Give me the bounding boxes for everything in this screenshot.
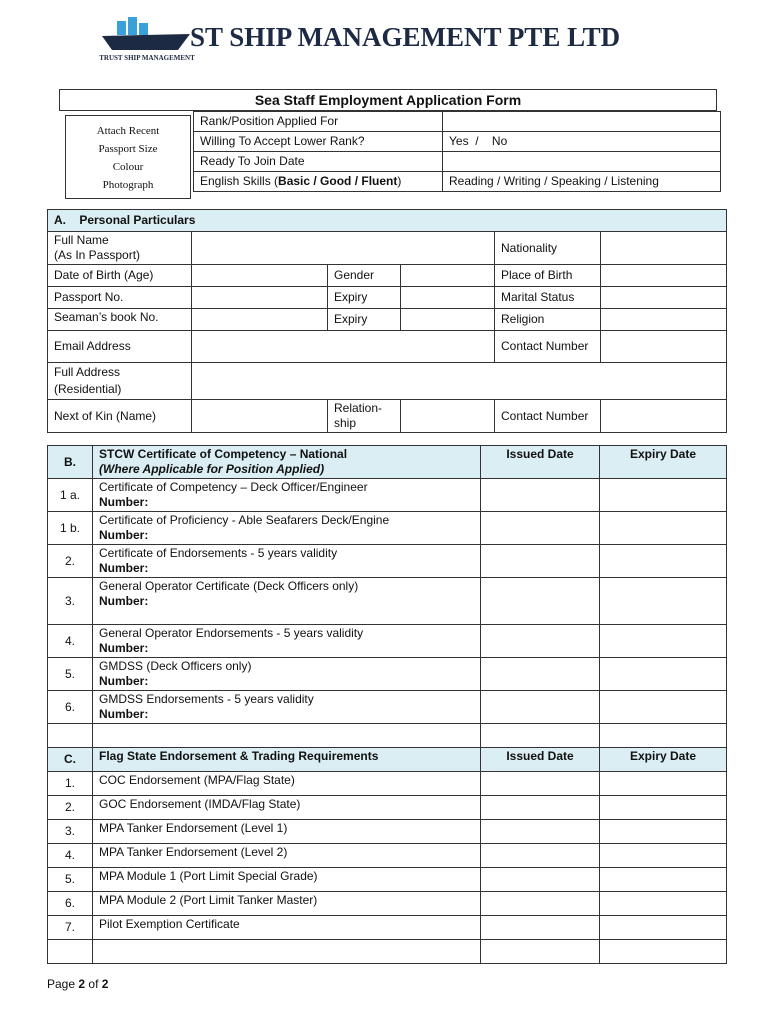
b-row-cert bbox=[93, 625, 481, 658]
c-blank-cert[interactable] bbox=[93, 940, 481, 964]
full-name-label bbox=[48, 232, 192, 265]
religion-field[interactable] bbox=[601, 309, 727, 331]
b-cert-name: Certificate of Proficiency - Able Seafarers Deck/Engine bbox=[99, 513, 390, 527]
religion-label: Religion bbox=[495, 309, 601, 331]
b-row-number: 2. bbox=[48, 545, 93, 578]
b-row-number: 3. bbox=[48, 578, 93, 625]
c-expiry-field[interactable] bbox=[600, 844, 727, 868]
b-number-label: Number: bbox=[99, 528, 149, 542]
nationality-field[interactable] bbox=[601, 232, 727, 265]
ready-join-field[interactable] bbox=[443, 152, 721, 172]
b-issued-field[interactable] bbox=[481, 512, 600, 545]
email-label: Email Address bbox=[48, 331, 192, 363]
c-issued-field[interactable] bbox=[481, 844, 600, 868]
form-title: Sea Staff Employment Application Form bbox=[59, 89, 717, 111]
b-expiry-field[interactable] bbox=[600, 658, 727, 691]
gender-label: Gender bbox=[328, 265, 401, 287]
b-expiry-field[interactable] bbox=[600, 578, 727, 625]
b-row-cert bbox=[93, 691, 481, 724]
b-cert-name: General Operator Endorsements - 5 years validity bbox=[99, 626, 364, 640]
logo-caption: TRUST SHIP MANAGEMENT bbox=[99, 54, 195, 62]
kin-contact-field[interactable] bbox=[601, 400, 727, 433]
c-row-cert: Pilot Exemption Certificate bbox=[93, 916, 481, 940]
contact-number-field[interactable] bbox=[601, 331, 727, 363]
c-expiry-field[interactable] bbox=[600, 820, 727, 844]
full-name-line2: (As In Passport) bbox=[54, 248, 141, 262]
b-blank-issued[interactable] bbox=[481, 724, 600, 748]
b-expiry-field[interactable] bbox=[600, 512, 727, 545]
english-skills-field[interactable]: Reading / Writing / Speaking / Listening bbox=[443, 172, 721, 192]
section-b-subtitle: (Where Applicable for Position Applied) bbox=[99, 462, 325, 476]
english-skills-levels: Basic / Good / Fluent bbox=[278, 174, 398, 188]
full-name-field[interactable] bbox=[192, 232, 495, 265]
relationship-field[interactable] bbox=[401, 400, 495, 433]
c-row-number: 1. bbox=[48, 772, 93, 796]
b-row-cert bbox=[93, 479, 481, 512]
b-issued-field[interactable] bbox=[481, 658, 600, 691]
section-c-label: C. bbox=[48, 748, 93, 772]
section-b-expiry-header: Expiry Date bbox=[600, 446, 727, 479]
personal-particulars-table bbox=[47, 209, 727, 433]
b-number-label: Number: bbox=[99, 674, 149, 688]
b-row-number: 1 a. bbox=[48, 479, 93, 512]
c-expiry-field[interactable] bbox=[600, 892, 727, 916]
b-issued-field[interactable] bbox=[481, 691, 600, 724]
b-number-label: Number: bbox=[99, 495, 149, 509]
kin-contact-label: Contact Number bbox=[495, 400, 601, 433]
page-of: of bbox=[88, 977, 99, 991]
full-name-line1: Full Name bbox=[54, 233, 109, 247]
next-of-kin-field[interactable] bbox=[192, 400, 328, 433]
c-row-number: 4. bbox=[48, 844, 93, 868]
passport-no-label: Passport No. bbox=[48, 287, 192, 309]
c-issued-field[interactable] bbox=[481, 796, 600, 820]
b-expiry-field[interactable] bbox=[600, 691, 727, 724]
gender-field[interactable] bbox=[401, 265, 495, 287]
next-of-kin-label: Next of Kin (Name) bbox=[48, 400, 192, 433]
b-expiry-field[interactable] bbox=[600, 479, 727, 512]
c-issued-field[interactable] bbox=[481, 916, 600, 940]
section-b-header bbox=[93, 446, 481, 479]
full-address-field[interactable] bbox=[192, 363, 727, 400]
section-b-label: B. bbox=[48, 446, 93, 479]
b-row-cert bbox=[93, 545, 481, 578]
full-address-line2: (Residential) bbox=[54, 382, 122, 396]
c-issued-field[interactable] bbox=[481, 892, 600, 916]
b-cert-name: General Operator Certificate (Deck Officers only) bbox=[99, 579, 359, 593]
rank-label: Rank/Position Applied For bbox=[194, 112, 443, 132]
seamans-book-expiry-field[interactable] bbox=[401, 309, 495, 331]
english-skills-label bbox=[194, 172, 443, 192]
c-row-number: 5. bbox=[48, 868, 93, 892]
b-cert-name: Certificate of Competency – Deck Officer/Engineer bbox=[99, 480, 368, 494]
b-number-label: Number: bbox=[99, 707, 149, 721]
c-expiry-field[interactable] bbox=[600, 868, 727, 892]
b-number-label: Number: bbox=[99, 594, 149, 608]
b-issued-field[interactable] bbox=[481, 578, 600, 625]
seamans-book-label: Seaman’s book No. bbox=[48, 309, 192, 331]
b-row-number: 6. bbox=[48, 691, 93, 724]
passport-no-field[interactable] bbox=[192, 287, 328, 309]
seamans-book-field[interactable] bbox=[192, 309, 328, 331]
c-row-cert: COC Endorsement (MPA/Flag State) bbox=[93, 772, 481, 796]
c-issued-field[interactable] bbox=[481, 772, 600, 796]
page-current: 2 bbox=[78, 977, 86, 991]
ready-join-label: Ready To Join Date bbox=[194, 152, 443, 172]
section-c-header: Flag State Endorsement & Trading Requirements bbox=[93, 748, 481, 772]
lower-rank-field[interactable]: Yes / No bbox=[443, 132, 721, 152]
b-row-cert bbox=[93, 658, 481, 691]
c-row-number: 7. bbox=[48, 916, 93, 940]
c-expiry-field[interactable] bbox=[600, 916, 727, 940]
c-row-cert: MPA Tanker Endorsement (Level 2) bbox=[93, 844, 481, 868]
c-blank-expiry[interactable] bbox=[600, 940, 727, 964]
section-c-expiry-header: Expiry Date bbox=[600, 748, 727, 772]
rank-field[interactable] bbox=[443, 112, 721, 132]
b-row-number: 5. bbox=[48, 658, 93, 691]
seamans-book-expiry-label: Expiry bbox=[328, 309, 401, 331]
photo-line-3: Colour bbox=[112, 161, 144, 173]
c-expiry-field[interactable] bbox=[600, 796, 727, 820]
lower-rank-label: Willing To Accept Lower Rank? bbox=[194, 132, 443, 152]
contact-number-label: Contact Number bbox=[495, 331, 601, 363]
c-expiry-field[interactable] bbox=[600, 772, 727, 796]
b-blank-number bbox=[48, 724, 93, 748]
section-a-header: A. Personal Particulars bbox=[48, 210, 727, 232]
company-name: ST SHIP MANAGEMENT PTE LTD bbox=[190, 22, 621, 52]
c-row-number: 3. bbox=[48, 820, 93, 844]
marital-status-field[interactable] bbox=[601, 287, 727, 309]
c-row-cert: MPA Tanker Endorsement (Level 1) bbox=[93, 820, 481, 844]
b-number-label: Number: bbox=[99, 641, 149, 655]
english-skills-prefix: English Skills ( bbox=[200, 174, 279, 188]
page-word: Page bbox=[47, 977, 76, 991]
photo-line-1: Attach Recent bbox=[96, 125, 160, 137]
b-expiry-field[interactable] bbox=[600, 625, 727, 658]
b-issued-field[interactable] bbox=[481, 625, 600, 658]
section-b-issued-header: Issued Date bbox=[481, 446, 600, 479]
b-number-label: Number: bbox=[99, 561, 149, 575]
section-c-issued-header: Issued Date bbox=[481, 748, 600, 772]
b-row-number: 1 b. bbox=[48, 512, 93, 545]
place-of-birth-label: Place of Birth bbox=[495, 265, 601, 287]
c-blank-issued[interactable] bbox=[481, 940, 600, 964]
photo-placeholder bbox=[65, 115, 191, 199]
c-blank-number bbox=[48, 940, 93, 964]
page-number bbox=[47, 977, 108, 991]
b-cert-name: GMDSS (Deck Officers only) bbox=[99, 659, 252, 673]
c-issued-field[interactable] bbox=[481, 820, 600, 844]
place-of-birth-field[interactable] bbox=[601, 265, 727, 287]
b-cert-name: GMDSS Endorsements - 5 years validity bbox=[99, 692, 314, 706]
full-address-line1: Full Address bbox=[54, 365, 121, 379]
relationship-line2: ship bbox=[334, 416, 357, 430]
c-row-number: 2. bbox=[48, 796, 93, 820]
c-issued-field[interactable] bbox=[481, 868, 600, 892]
b-issued-field[interactable] bbox=[481, 479, 600, 512]
dob-field[interactable] bbox=[192, 265, 328, 287]
page-total: 2 bbox=[101, 977, 109, 991]
english-skills-suffix: ) bbox=[397, 174, 402, 188]
b-cert-name: Certificate of Endorsements - 5 years validity bbox=[99, 546, 338, 560]
position-table bbox=[193, 111, 721, 192]
c-row-number: 6. bbox=[48, 892, 93, 916]
dob-label: Date of Birth (Age) bbox=[48, 265, 192, 287]
b-row-cert bbox=[93, 578, 481, 625]
b-blank-expiry[interactable] bbox=[600, 724, 727, 748]
b-expiry-field[interactable] bbox=[600, 545, 727, 578]
c-row-cert: GOC Endorsement (IMDA/Flag State) bbox=[93, 796, 481, 820]
email-field[interactable] bbox=[192, 331, 495, 363]
b-row-cert bbox=[93, 512, 481, 545]
full-address-label bbox=[48, 363, 192, 400]
passport-expiry-label: Expiry bbox=[328, 287, 401, 309]
nationality-label: Nationality bbox=[495, 232, 601, 265]
passport-expiry-field[interactable] bbox=[401, 287, 495, 309]
relationship-label bbox=[328, 400, 401, 433]
c-row-cert: MPA Module 1 (Port Limit Special Grade) bbox=[93, 868, 481, 892]
relationship-line1: Relation- bbox=[334, 401, 383, 415]
b-row-number: 4. bbox=[48, 625, 93, 658]
b-blank-cert[interactable] bbox=[93, 724, 481, 748]
photo-line-2: Passport Size bbox=[98, 143, 158, 155]
photo-line-4: Photograph bbox=[102, 179, 154, 191]
section-b-title: STCW Certificate of Competency – National bbox=[99, 447, 348, 461]
b-issued-field[interactable] bbox=[481, 545, 600, 578]
certificates-table bbox=[47, 445, 727, 964]
marital-status-label: Marital Status bbox=[495, 287, 601, 309]
c-row-cert: MPA Module 2 (Port Limit Tanker Master) bbox=[93, 892, 481, 916]
